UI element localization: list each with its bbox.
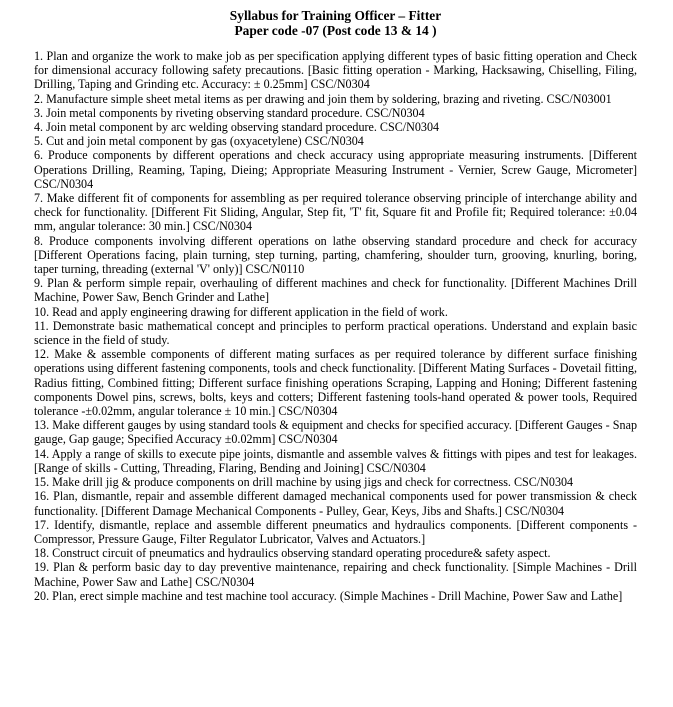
item-text: Make & assemble components of different mating surfaces as per required tolerance by different surface finishing operations using different fastening components, tools and check functionality. [Different Mating Surfaces - Dovetail fitting, Radius fitting, Combined fitting; Different surface finishing operations Scraping, Lapping and Honing; Different fastening components Dowel pins, screws, bolts, keys and cotters; Different fastening tools-hand operated & power tools, Required tolerance -±0.02mm, angular tolerance ± 10 min.] CSC/N0304 bbox=[34, 347, 637, 419]
item-text: Join metal components by riveting observing standard procedure. CSC/N0304 bbox=[46, 105, 425, 120]
syllabus-item-19 bbox=[34, 560, 637, 588]
paper-code: Paper code -07 (Post code 13 & 14 ) bbox=[234, 23, 437, 38]
syllabus-item-20 bbox=[34, 589, 637, 603]
item-text: Plan, erect simple machine and test machine tool accuracy. (Simple Machines - Drill Machine, Power Saw and Lathe] bbox=[52, 588, 623, 603]
syllabus-item-7 bbox=[34, 191, 637, 234]
item-number: 18. bbox=[34, 546, 50, 561]
item-number: 13. bbox=[34, 418, 50, 433]
item-number: 20. bbox=[34, 588, 50, 603]
item-number: 2. bbox=[34, 91, 44, 106]
syllabus-item-16 bbox=[34, 489, 637, 517]
syllabus-item-13 bbox=[34, 418, 637, 446]
document-header bbox=[34, 8, 637, 38]
syllabus-item-3 bbox=[34, 106, 637, 120]
item-number: 8. bbox=[34, 233, 44, 248]
syllabus-item-17 bbox=[34, 518, 637, 546]
syllabus-item-1 bbox=[34, 49, 637, 92]
item-text: Cut and join metal component by gas (oxyacetylene) CSC/N0304 bbox=[46, 134, 364, 149]
item-text: Plan & perform basic day to day preventive maintenance, repairing and check functionality. [Simple Machines - Drill Machine, Power Saw and Lathe] CSC/N0304 bbox=[34, 560, 637, 589]
item-number: 14. bbox=[34, 446, 50, 461]
item-text: Make different gauges by using standard tools & equipment and checks for specified accuracy. [Different Gauges - Snap gauge, Gap gauge; Specified Accuracy ±0.02mm] CSC/N0304 bbox=[34, 418, 637, 447]
syllabus-item-9 bbox=[34, 276, 637, 304]
item-number: 5. bbox=[34, 134, 44, 149]
item-text: Demonstrate basic mathematical concept and principles to perform practical operations. Understand and explain basic science in the field of study. bbox=[34, 318, 637, 348]
item-text: Make different fit of components for assembling as per required tolerance observing principle of interchange ability and check for functionality. [Different Fit Sliding, Angular, Step fit, 'T' fit, Square fit and Profile fit; Required tolerance: ±0.04 mm, angular tolerance: 30 min.] CSC/N0304 bbox=[34, 191, 637, 234]
item-text: Produce components by different operations and check accuracy using appropriate measuring instruments. [Different Operations Drilling, Reaming, Taping, Dieing; Appropriate Measuring Instrument - Vernier, Screw Gauge, Micrometer] CSC/N0304 bbox=[34, 148, 637, 191]
item-text: Read and apply engineering drawing for different application in the field of work. bbox=[52, 304, 448, 319]
syllabus-item-15 bbox=[34, 475, 637, 489]
item-text: Make drill jig & produce components on drill machine by using jigs and check for correctness. CSC/N0304 bbox=[52, 475, 574, 490]
item-text: Manufacture simple sheet metal items as per drawing and join them by soldering, brazing and riveting. CSC/N03001 bbox=[46, 91, 612, 106]
item-number: 15. bbox=[34, 475, 50, 490]
syllabus-item-2 bbox=[34, 92, 637, 106]
item-number: 4. bbox=[34, 120, 44, 135]
item-text: Identify, dismantle, replace and assemble different pneumatics and hydraulics components. [Different components - Compressor, Pressure Gauge, Filter Regulator Lubricator, Valves and Actuators.] bbox=[34, 517, 637, 546]
item-number: 9. bbox=[34, 276, 44, 291]
item-text: Plan, dismantle, repair and assemble different damaged mechanical components used for power transmission & check functionality. [Different Damage Mechanical Components - Pulley, Gear, Keys, Jibs and Shafts.] CSC/N0304 bbox=[34, 489, 637, 518]
item-number: 19. bbox=[34, 560, 50, 575]
item-number: 17. bbox=[34, 517, 50, 532]
item-number: 3. bbox=[34, 105, 44, 120]
syllabus-item-6 bbox=[34, 148, 637, 191]
document-title: Syllabus for Training Officer – Fitter bbox=[229, 8, 442, 23]
item-text: Join metal component by arc welding observing standard procedure. CSC/N0304 bbox=[46, 120, 440, 135]
item-text: Apply a range of skills to execute pipe joints, dismantle and assemble valves & fittings with pipes and test for leakages. [Range of skills - Cutting, Threading, Flaring, Bending and Joining] CSC/N0304 bbox=[34, 446, 637, 475]
syllabus-item-8 bbox=[34, 234, 637, 277]
item-text: Construct circuit of pneumatics and hydraulics observing standard operating procedure& safety aspect. bbox=[52, 546, 551, 561]
item-number: 7. bbox=[34, 191, 44, 206]
syllabus-item-10 bbox=[34, 305, 637, 319]
item-number: 16. bbox=[34, 489, 50, 504]
item-text: Plan and organize the work to make job as per specification applying different types of basic fitting operation and Check for dimensional accuracy following safety precautions. [Basic fitting operation - Marking, Hacksawing, Chiselling, Filing, Drilling, Taping and Grinding etc. Accuracy: ± 0.25mm] CSC/N0304 bbox=[34, 49, 637, 92]
item-number: 11. bbox=[34, 318, 49, 333]
syllabus-item-18 bbox=[34, 546, 637, 560]
item-number: 12. bbox=[34, 347, 50, 362]
syllabus-item-14 bbox=[34, 447, 637, 475]
syllabus-item-12 bbox=[34, 347, 637, 418]
item-number: 10. bbox=[34, 304, 50, 319]
item-number: 6. bbox=[34, 148, 44, 163]
item-text: Plan & perform simple repair, overhauling of different machines and check for functionality. [Different Machines Drill Machine, Power Saw, Bench Grinder and Lathe] bbox=[34, 276, 637, 305]
syllabus-item-4 bbox=[34, 120, 637, 134]
item-text: Produce components involving different operations on lathe observing standard procedure and check for accuracy [Different Operations facing, plain turning, step turning, parting, chamfering, shoulder turn, grooving, knurling, boring, taper turning, threading (external 'V' only)] CSC/N0110 bbox=[34, 233, 637, 277]
syllabus-item-5 bbox=[34, 134, 637, 148]
item-number: 1. bbox=[34, 49, 44, 63]
syllabus-list bbox=[34, 49, 637, 603]
syllabus-item-11 bbox=[34, 319, 637, 347]
